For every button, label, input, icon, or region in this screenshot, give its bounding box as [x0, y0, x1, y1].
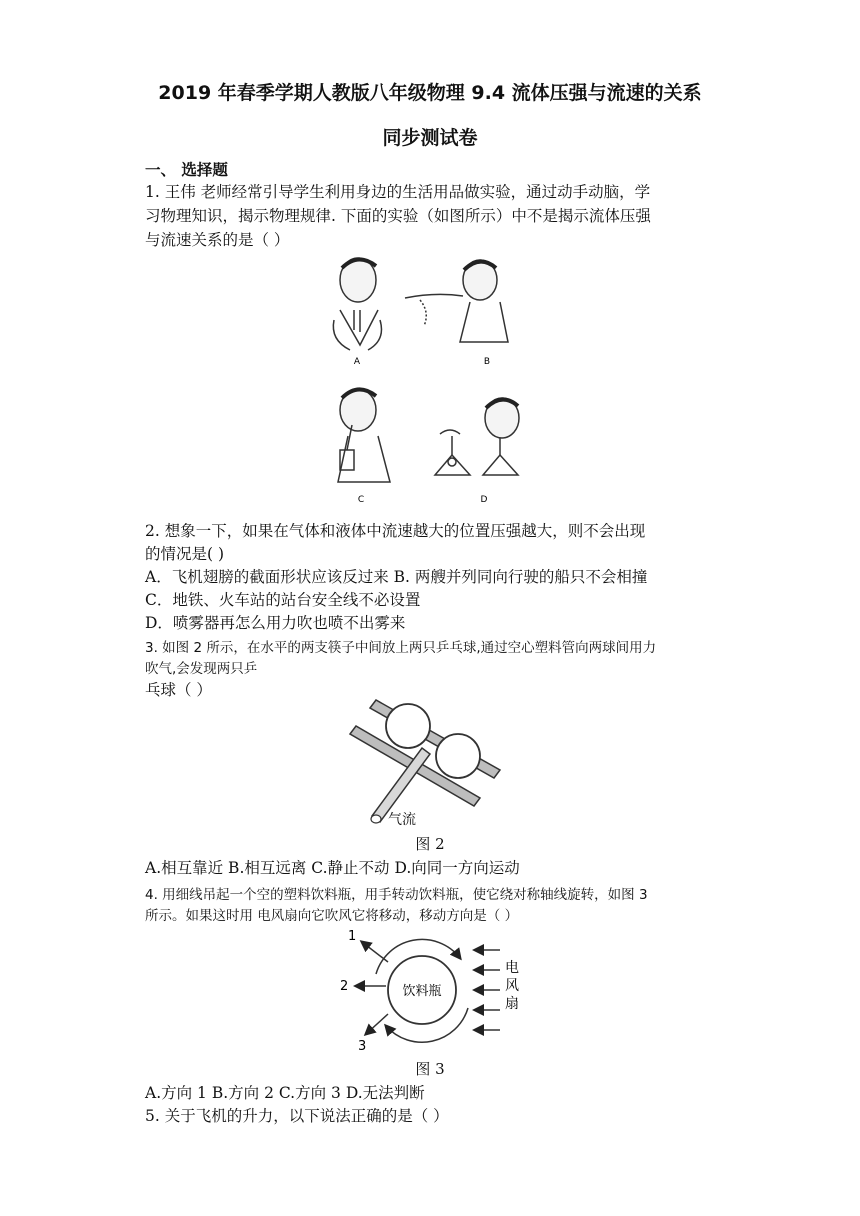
fan-label-char-3: 扇 [505, 996, 519, 1012]
page-title: 2019 年春季学期人教版八年级物理 9.4 流体压强与流速的关系 [158, 82, 702, 104]
q3-text-line2: 吹气,会发现两只乒 [145, 661, 258, 677]
figure-label-d: D [480, 495, 488, 505]
figure-label-a: A [353, 357, 361, 367]
direction-arrow-1 [362, 942, 388, 962]
section-heading: 一、 选择题 [145, 161, 228, 179]
q2-text-line2: 的情况是( ) [145, 545, 225, 563]
q1-text-line1: 1. 王伟 老师经常引导学生利用身边的生活用品做实验，通过动手动脑，学 [145, 183, 651, 201]
q1-text-line3: 与流速关系的是（ ） [145, 231, 290, 249]
direction-arrow-3 [366, 1014, 388, 1034]
ping-pong-ball-left [386, 704, 430, 748]
q2-text-line1: 2. 想象一下，如果在气体和液体中流速越大的位置压强越大，则不会出现 [145, 522, 646, 540]
q2-option-c: C．地铁、火车站的站台安全线不必设置 [145, 591, 421, 609]
airflow-label: 气流 [388, 812, 416, 828]
fan-label-char-1: 电 [505, 960, 519, 976]
q3-figure [350, 698, 510, 830]
q1-figure [320, 250, 530, 505]
q4-figure-caption: 图 3 [415, 1060, 445, 1078]
fan-label-char-2: 风 [505, 978, 519, 994]
q4-figure [330, 922, 530, 1057]
figure-c-illustration [338, 389, 390, 482]
q3-figure-caption: 图 2 [415, 835, 445, 853]
figure-label-b: B [483, 357, 491, 367]
q2-option-d: D．喷雾器再怎么用力吹也喷不出雾来 [145, 614, 406, 632]
q4-text-line2: 所示。如果这时用 电风扇向它吹风它将移动，移动方向是（ ） [145, 908, 519, 924]
q3-text-line1: 3. 如图 2 所示，在水平的两支筷子中间放上两只乒乓球,通过空心塑料管向两球间用力 [145, 640, 657, 656]
page-subtitle: 同步测试卷 [382, 127, 478, 149]
direction-label-3: 3 [358, 1039, 367, 1054]
figure-b-illustration [405, 260, 508, 342]
q5-text-line1: 5. 关于飞机的升力，以下说法正确的是（ ） [145, 1107, 449, 1125]
q3-options: A.相互靠近 B.相互远离 C.静止不动 D.向同一方向运动 [145, 859, 520, 877]
direction-label-1: 1 [348, 929, 357, 944]
figure-d-illustration [435, 398, 519, 475]
figure-a-illustration [333, 258, 381, 350]
q1-text-line2: 习物理知识，揭示物理规律. 下面的实验（如图所示）中不是揭示流体压强 [145, 207, 651, 225]
ping-pong-ball-right [436, 734, 480, 778]
figure-label-c: C [357, 495, 365, 505]
bottle-label: 饮料瓶 [402, 984, 442, 999]
q4-options: A.方向 1 B.方向 2 C.方向 3 D.无法判断 [145, 1084, 425, 1102]
q2-option-a-b: A．飞机翅膀的截面形状应该反过来 B. 两艘并列同向行驶的船只不会相撞 [145, 568, 648, 586]
q3-text-line3: 乓球（ ） [145, 681, 212, 699]
q4-text-line1: 4. 用细线吊起一个空的塑料饮料瓶，用手转动饮料瓶，使它绕对称轴线旋转，如图 3 [145, 887, 648, 903]
direction-label-2: 2 [340, 979, 349, 994]
